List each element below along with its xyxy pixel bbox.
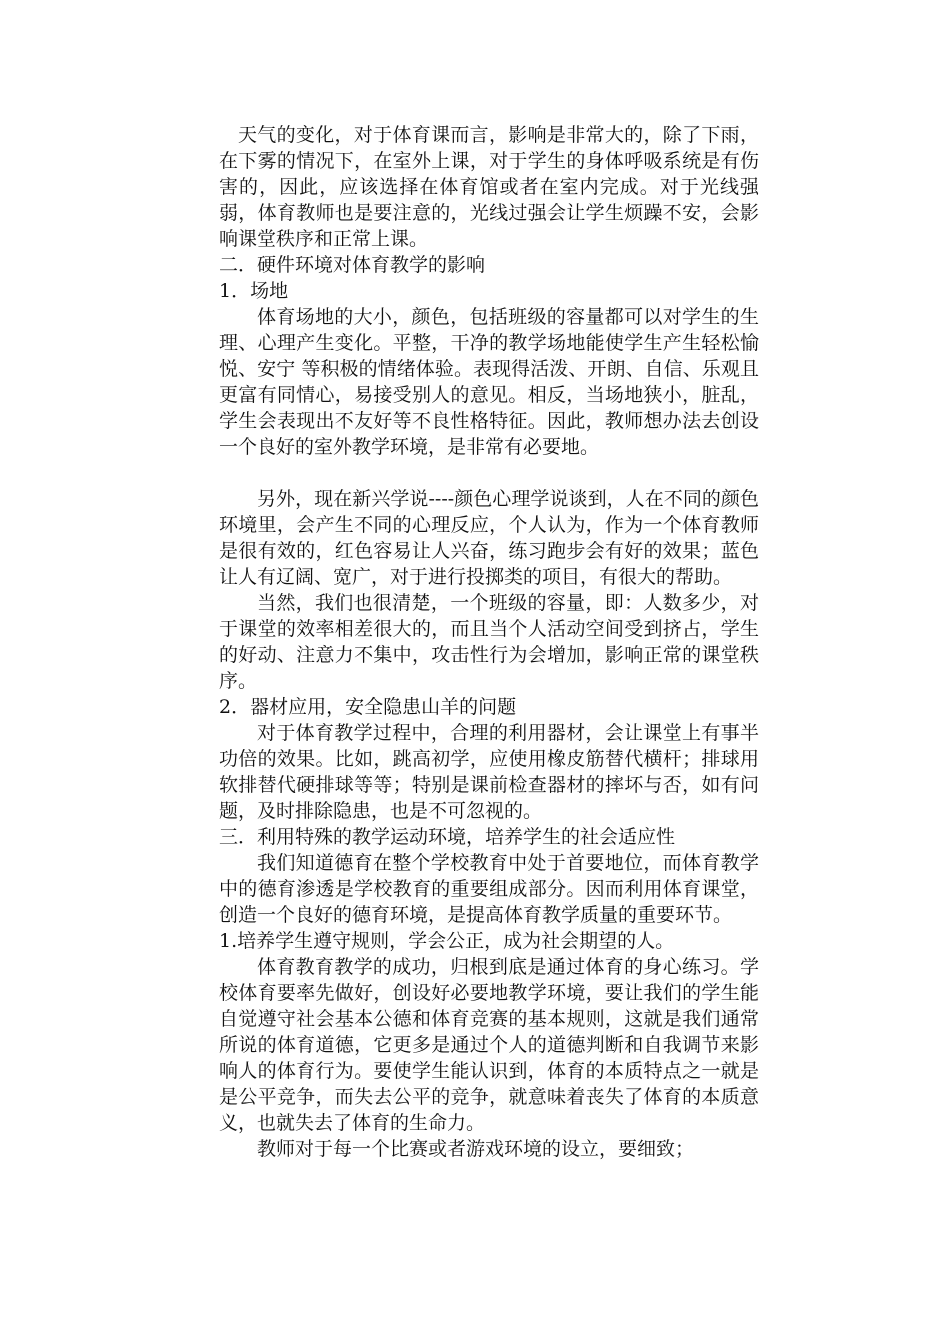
document-body xyxy=(219,122,759,1162)
paragraph-sports-ethics: 体育教育教学的成功，归根到底是通过体育的身心练习。学校体育要率先做好，创设好必要地教学环境，要让我们的学生能自觉遵守社会基本公德和体育竞赛的基本规则，这就是我们通常所说的体育道德，它更多是通过个人的道德判断和自我调节来影响人的体育行为。要使学生能认识到，体育的本质特点之一就是是公平竞争，而失去公平的竞争，就意味着丧失了体育的本质意义，也就失去了体育的生命力。 xyxy=(219,956,759,1134)
paragraph-moral-education: 我们知道德育在整个学校教育中处于首要地位，而体育教学中的德育渗透是学校教育的重要组成部分。因而利用体育课堂，创造一个良好的德育环境，是提高体育教学质量的重要环节。 xyxy=(219,852,759,926)
paragraph-class-size: 当然，我们也很清楚，一个班级的容量，即：人数多少，对于课堂的效率相差很大的，而且当个人活动空间受到挤占，学生的好动、注意力不集中，攻击性行为会增加，影响正常的课堂秩序。 xyxy=(219,592,759,692)
paragraph-teacher-setup: 教师对于每一个比赛或者游戏环境的设立，要细致； xyxy=(257,1138,695,1160)
paragraph-equipment: 对于体育教学过程中，合理的利用器材，会让课堂上有事半功倍的效果。比如，跳高初学，应使用橡皮筋替代横杆；排球用软排替代硬排球等等；特别是课前检查器材的摔坏与否，如有问题，及时排除隐患，也是不可忽视的。 xyxy=(219,722,759,822)
subheading-equipment: 2．器材应用，安全隐患山羊的问题 xyxy=(219,696,517,718)
section-heading-social-adaptability: 三．利用特殊的教学运动环境，培养学生的社会适应性 xyxy=(219,826,676,848)
subheading-venue: 1．场地 xyxy=(219,280,289,302)
paragraph-color-psychology: 另外，现在新兴学说----颜色心理学说谈到，人在不同的颜色环境里，会产生不同的心理反应，个人认为，作为一个体育教师是很有效的，红色容易让人兴奋，练习跑步会有好的效果；蓝色让人有辽阔、宽广，对于进行投掷类的项目，有很大的帮助。 xyxy=(219,488,759,588)
blank-line xyxy=(219,460,759,486)
section-heading-hardware-environment: 二．硬件环境对体育教学的影响 xyxy=(219,254,486,276)
paragraph-venue: 体育场地的大小，颜色，包括班级的容量都可以对学生的生理、心理产生变化。平整，干净的教学场地能使学生产生轻松愉悦、安宁 等积极的情绪体验。表现得活泼、开朗、自信、乐观且更富有同情心，易接受别人的意见。相反，当场地狭小，脏乱，学生会表现出不友好等不良性格特征。因此，教师想办法去创设一个良好的室外教学环境，是非常有必要地。 xyxy=(219,306,759,458)
subheading-rules-fairness: 1.培养学生遵守规则，学会公正，成为社会期望的人。 xyxy=(219,930,675,952)
paragraph-weather: 天气的变化，对于体育课而言，影响是非常大的，除了下雨，在下雾的情况下，在室外上课，对于学生的身体呼吸系统是有伤害的，因此，应该选择在体育馆或者在室内完成。对于光线强弱，体育教师也是要注意的，光线过强会让学生烦躁不安，会影响课堂秩序和正常上课。 xyxy=(219,124,759,250)
